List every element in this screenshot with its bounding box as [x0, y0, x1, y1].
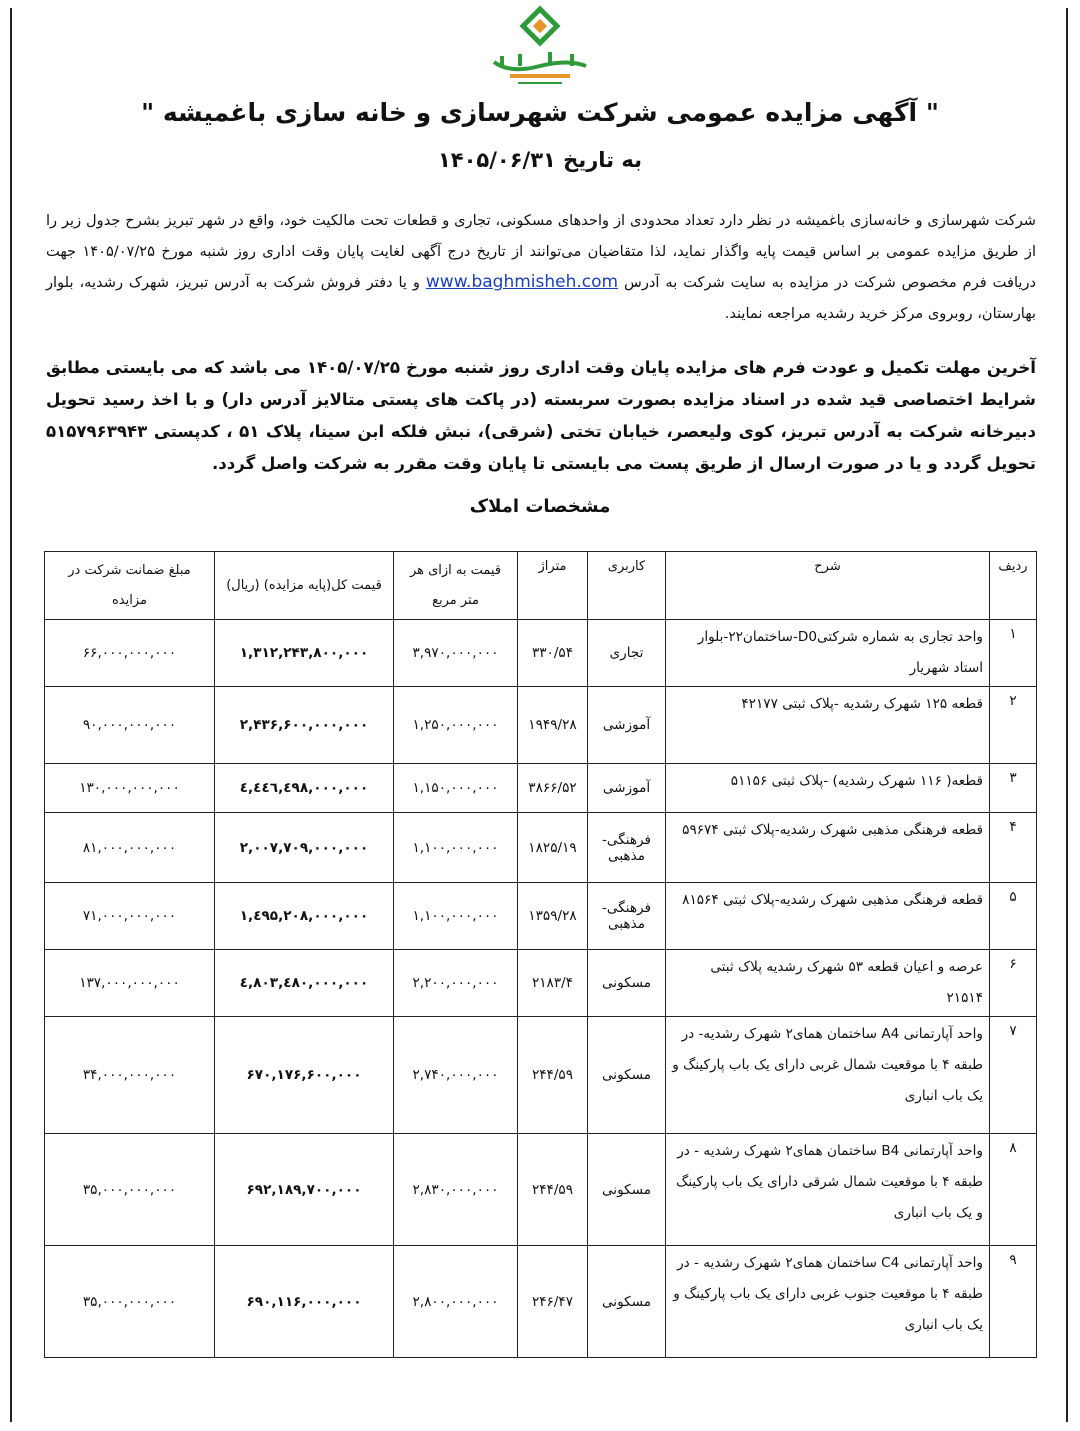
- row-usage: مسکونی: [588, 1246, 666, 1358]
- properties-table: [44, 551, 1037, 1358]
- row-usage: آموزشی: [588, 687, 666, 764]
- row-number: ۱: [990, 620, 1037, 687]
- row-guarantee: ۹۰,۰۰۰,۰۰۰,۰۰۰: [45, 687, 215, 764]
- table-row: [45, 620, 1037, 687]
- row-unit-price: ۱,۱۰۰,۰۰۰,۰۰۰: [394, 883, 518, 950]
- row-area: ۲۱۸۳/۴: [518, 950, 588, 1017]
- row-number: ۶: [990, 950, 1037, 1017]
- row-usage: فرهنگی-مذهبی: [588, 883, 666, 950]
- deadline-paragraph: آخرین مهلت تکمیل و عودت فرم های مزایده پایان وقت اداری روز شنبه مورخ ۱۴۰۵/۰۷/۲۵ می باشد که می بایستی مطابق شرایط اختصاصی قید شده در اسناد مزایده بصورت سربسته (در پاکت های پستی متالایز آدرس دار) و با اخذ رسید تحویل دبیرخانه شرکت به آدرس تبریز، کوی ولیعصر، خیابان تختی (شرقی)، نبش فلکه ابن سینا، پلاک ۵۱ ، کدپستی ۵۱۵۷۹۶۳۹۴۳ تحویل گردد و یا در صورت ارسال از طریق پست می بایستی تا پایان وقت مقرر به شرکت واصل گردد.: [46, 358, 1036, 473]
- row-total-price: ۲,۰۰۷,۷۰۹,۰۰۰,۰۰۰: [215, 813, 394, 883]
- header-total-price: قیمت کل(پایه مزایده) (ریال): [215, 552, 394, 620]
- table-row: [45, 950, 1037, 1017]
- row-area: ۱۸۲۵/۱۹: [518, 813, 588, 883]
- row-number: ۷: [990, 1017, 1037, 1134]
- row-number: ۳: [990, 764, 1037, 813]
- row-number: ۸: [990, 1134, 1037, 1246]
- website-link[interactable]: www.baghmisheh.com: [425, 272, 619, 292]
- row-guarantee: ۱۳۷,۰۰۰,۰۰۰,۰۰۰: [45, 950, 215, 1017]
- table-row: [45, 764, 1037, 813]
- row-description: واحد آپارتمانی C4 ساختمان همای۲ شهرک رشدیه - در طبقه ۴ با موقعیت جنوب غربی دارای یک باب پارکینگ و یک باب انباری: [666, 1246, 990, 1358]
- intro-text-after: و یا دفتر فروش شرکت به آدرس تبریز، شهرک رشدیه، بلوار بهارستان، روبروی مرکز خرید رشدیه مراجعه نمایند.: [46, 274, 1036, 322]
- row-description: قطعه( ۱۱۶ شهرک رشدیه) -پلاک ثبتی ۵۱۱۵۶: [666, 764, 990, 813]
- row-guarantee: ۸۱,۰۰۰,۰۰۰,۰۰۰: [45, 813, 215, 883]
- row-total-price: ۱,۳۱۲,۲۴۳,۸۰۰,۰۰۰: [215, 620, 394, 687]
- row-description: واحد آپارتمانی A4 ساختمان همای۲ شهرک رشدیه- در طبقه ۴ با موقعیت شمال غربی دارای یک باب پارکینگ و یک باب انباری: [666, 1017, 990, 1134]
- row-total-price: ٤,۸۰۳,٤۸۰,۰۰۰,۰۰۰: [215, 950, 394, 1017]
- row-unit-price: ۱,۱۰۰,۰۰۰,۰۰۰: [394, 813, 518, 883]
- row-description: قطعه فرهنگی مذهبی شهرک رشدیه-پلاک ثبتی ۵۹۶۷۴: [666, 813, 990, 883]
- row-total-price: ۲,۴۳۶,۶۰۰,۰۰۰,۰۰۰: [215, 687, 394, 764]
- row-unit-price: ۲,۸۳۰,۰۰۰,۰۰۰: [394, 1134, 518, 1246]
- header-usage: کاربری: [588, 552, 666, 620]
- table-row: [45, 1017, 1037, 1134]
- row-area: ۳۸۶۶/۵۲: [518, 764, 588, 813]
- intro-text-before: شرکت شهرسازی و خانه‌سازی باغمیشه در نظر دارد تعداد محدودی از واحدهای مسکونی، تجاری و قطعات تحت مالکیت خود، واقع در شهر تبریز بشرح جدول زیر را از طریق مزایده عمومی بر اساس قیمت پایه واگذار نماید، لذا متقاضیان می‌توانند از تاریخ درج آگهی لغایت پایان وقت اداری روز شنبه مورخ ۱۴۰۵/۰۷/۲۵ جهت دریافت فرم مخصوص شرکت در مزایده به سایت شرکت به آدرس: [46, 212, 1037, 291]
- row-total-price: ۶۹۲,۱۸۹,۷۰۰,۰۰۰: [215, 1134, 394, 1246]
- row-number: ۹: [990, 1246, 1037, 1358]
- row-number: ۲: [990, 687, 1037, 764]
- table-row: [45, 1246, 1037, 1358]
- row-area: ۲۴۴/۵۹: [518, 1017, 588, 1134]
- row-number: ۵: [990, 883, 1037, 950]
- section-title: مشخصات املاک: [469, 496, 611, 517]
- row-usage: مسکونی: [588, 1134, 666, 1246]
- page-title: " آگهی مزایده عمومی شرکت شهرسازی و خانه سازی باغمیشه ": [141, 98, 939, 127]
- header-row-number: ردیف: [990, 552, 1037, 620]
- row-description: واحد آپارتمانی B4 ساختمان همای۲ شهرک رشدیه - در طبقه ۴ با موقعیت شمال شرقی دارای یک باب پارکینگ و یک باب انباری: [666, 1134, 990, 1246]
- row-description: قطعه ۱۲۵ شهرک رشدیه -پلاک ثبتی ۴۲۱۷۷: [666, 687, 990, 764]
- row-unit-price: ۲,۸۰۰,۰۰۰,۰۰۰: [394, 1246, 518, 1358]
- notice-date: به تاریخ ۱۴۰۵/۰۶/۳۱: [437, 148, 642, 172]
- header-unit-price: قیمت به ازای هر متر مربع: [394, 552, 518, 620]
- row-description: قطعه فرهنگی مذهبی شهرک رشدیه-پلاک ثبتی ۸۱۵۶۴: [666, 883, 990, 950]
- row-total-price: ۱,٤۹۵,۲۰۸,۰۰۰,۰۰۰: [215, 883, 394, 950]
- row-total-price: ٤,٤٤٦,٤٩٨,۰۰۰,۰۰۰: [215, 764, 394, 813]
- row-description: واحد تجاری به شماره شرکتیD0-ساختمان۲۲-بلوار استاد شهریار: [666, 620, 990, 687]
- baghmisheh-logo: [480, 4, 600, 92]
- row-guarantee: ۶۶,۰۰۰,۰۰۰,۰۰۰: [45, 620, 215, 687]
- row-unit-price: ۲,۷۴۰,۰۰۰,۰۰۰: [394, 1017, 518, 1134]
- row-number: ۴: [990, 813, 1037, 883]
- row-total-price: ۶۷۰,۱۷۶,۶۰۰,۰۰۰: [215, 1017, 394, 1134]
- intro-paragraph: [46, 206, 1036, 329]
- row-usage: مسکونی: [588, 950, 666, 1017]
- row-guarantee: ۳۵,۰۰۰,۰۰۰,۰۰۰: [45, 1246, 215, 1358]
- row-guarantee: ۱۳۰,۰۰۰,۰۰۰,۰۰۰: [45, 764, 215, 813]
- header-guarantee: مبلغ ضمانت شرکت در مزایده: [45, 552, 215, 620]
- row-description: عرصه و اعیان قطعه ۵۳ شهرک رشدیه پلاک ثبتی ۲۱۵۱۴: [666, 950, 990, 1017]
- row-guarantee: ۳۵,۰۰۰,۰۰۰,۰۰۰: [45, 1134, 215, 1246]
- row-unit-price: ۳,۹۷۰,۰۰۰,۰۰۰: [394, 620, 518, 687]
- table-row: [45, 687, 1037, 764]
- row-area: ۱۹۴۹/۲۸: [518, 687, 588, 764]
- row-area: ۲۴۶/۴۷: [518, 1246, 588, 1358]
- header-description: شرح: [666, 552, 990, 620]
- header-area: متراژ: [518, 552, 588, 620]
- row-unit-price: ۱,۲۵۰,۰۰۰,۰۰۰: [394, 687, 518, 764]
- table-row: [45, 1134, 1037, 1246]
- row-area: ۲۴۴/۵۹: [518, 1134, 588, 1246]
- table-row: [45, 883, 1037, 950]
- row-unit-price: ۲,۲۰۰,۰۰۰,۰۰۰: [394, 950, 518, 1017]
- row-area: ۱۳۵۹/۲۸: [518, 883, 588, 950]
- table-header-row: [45, 552, 1037, 620]
- row-total-price: ۶۹۰,۱۱۶,۰۰۰,۰۰۰: [215, 1246, 394, 1358]
- table-row: [45, 813, 1037, 883]
- row-usage: مسکونی: [588, 1017, 666, 1134]
- row-usage: تجاری: [588, 620, 666, 687]
- row-usage: فرهنگی-مذهبی: [588, 813, 666, 883]
- row-guarantee: ۷۱,۰۰۰,۰۰۰,۰۰۰: [45, 883, 215, 950]
- row-guarantee: ۳۴,۰۰۰,۰۰۰,۰۰۰: [45, 1017, 215, 1134]
- row-usage: آموزشی: [588, 764, 666, 813]
- row-area: ۳۳۰/۵۴: [518, 620, 588, 687]
- row-unit-price: ۱,۱۵۰,۰۰۰,۰۰۰: [394, 764, 518, 813]
